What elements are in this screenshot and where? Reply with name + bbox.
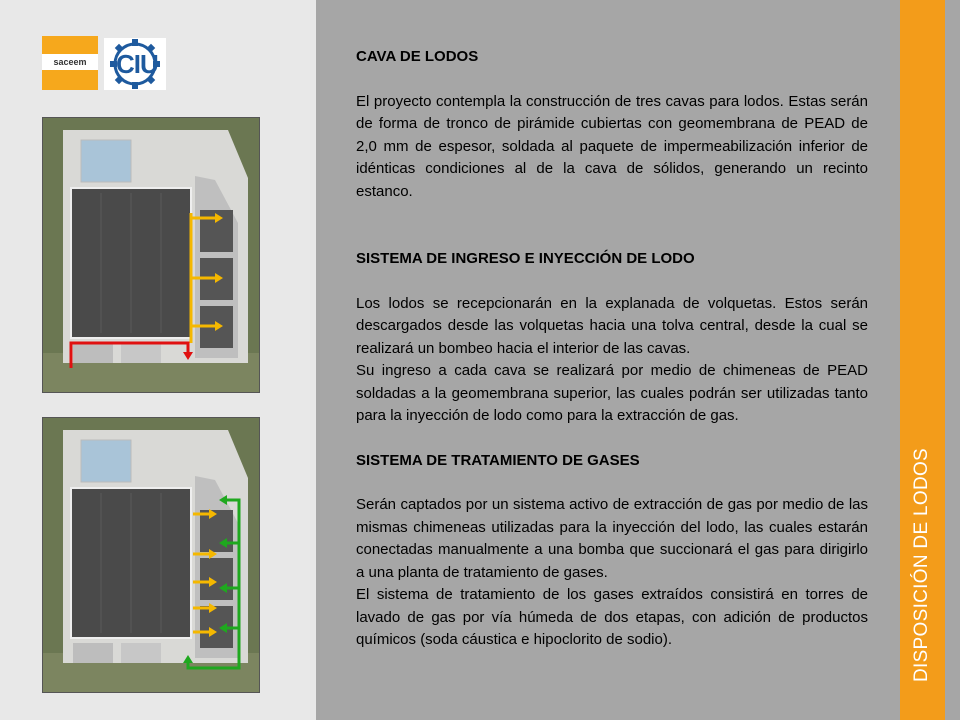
paragraph-gases-2: El sistema de tratamiento de los gases extraídos consistirá en torres de lavado de gas por vía húmeda de dos etapas, con adición de productos químicos (soda cáustica e hipoclorito de sodio). <box>356 586 868 648</box>
text-content <box>356 46 868 652</box>
side-title-bar <box>900 0 945 720</box>
section-title-ingreso: SISTEMA DE INGRESO E INYECCIÓN DE LODO <box>356 250 695 267</box>
paragraph-cava: El proyecto contempla la construcción de tres cavas para lodos. Estas serán de forma de tronco de pirámide cubiertas con geomembrana de PEAD de 2,0 mm de espesor, soldada al paquete de impermeabilización inferior de idénticas condiciones al de la cava de sólidos, generando un recinto estanco. <box>356 92 868 200</box>
ciu-logo <box>104 38 166 90</box>
paragraph-gases-1: Serán captados por un sistema activo de extracción de gas por medio de las mismas chimeneas utilizadas para la inyección del lodo, las cuales estarán conectadas manualmente a una bomba que succionará el gas para dirigirlo a una planta de tratamiento de gases. <box>356 496 868 581</box>
section-title-cava: CAVA DE LODOS <box>356 48 479 65</box>
paragraph-ingreso-2: Su ingreso a cada cava se realizará por medio de chimeneas de PEAD soldadas a la geomembrana superior, las cuales podrán ser utilizadas tanto para la inyección de lodo como para la extracción de gas. <box>356 362 868 424</box>
site-plan-image-bottom <box>42 417 260 693</box>
site-plan-image-top <box>42 117 260 393</box>
paragraph-ingreso-1: Los lodos se recepcionarán en la explanada de volquetas. Estos serán descargados desde las volquetas hacia una tolva central, desde la cual se realizará un bombeo hacia el interior de las cavas. <box>356 294 868 357</box>
section-title-gases: SISTEMA DE TRATAMIENTO DE GASES <box>356 451 640 469</box>
side-title: DISPOSICIÓN DE LODOS <box>911 447 932 683</box>
saceem-logo <box>42 36 98 90</box>
ciu-logo-text: CIU <box>116 49 158 79</box>
saceem-logo-text: saceem <box>53 57 87 67</box>
left-column <box>0 0 316 720</box>
